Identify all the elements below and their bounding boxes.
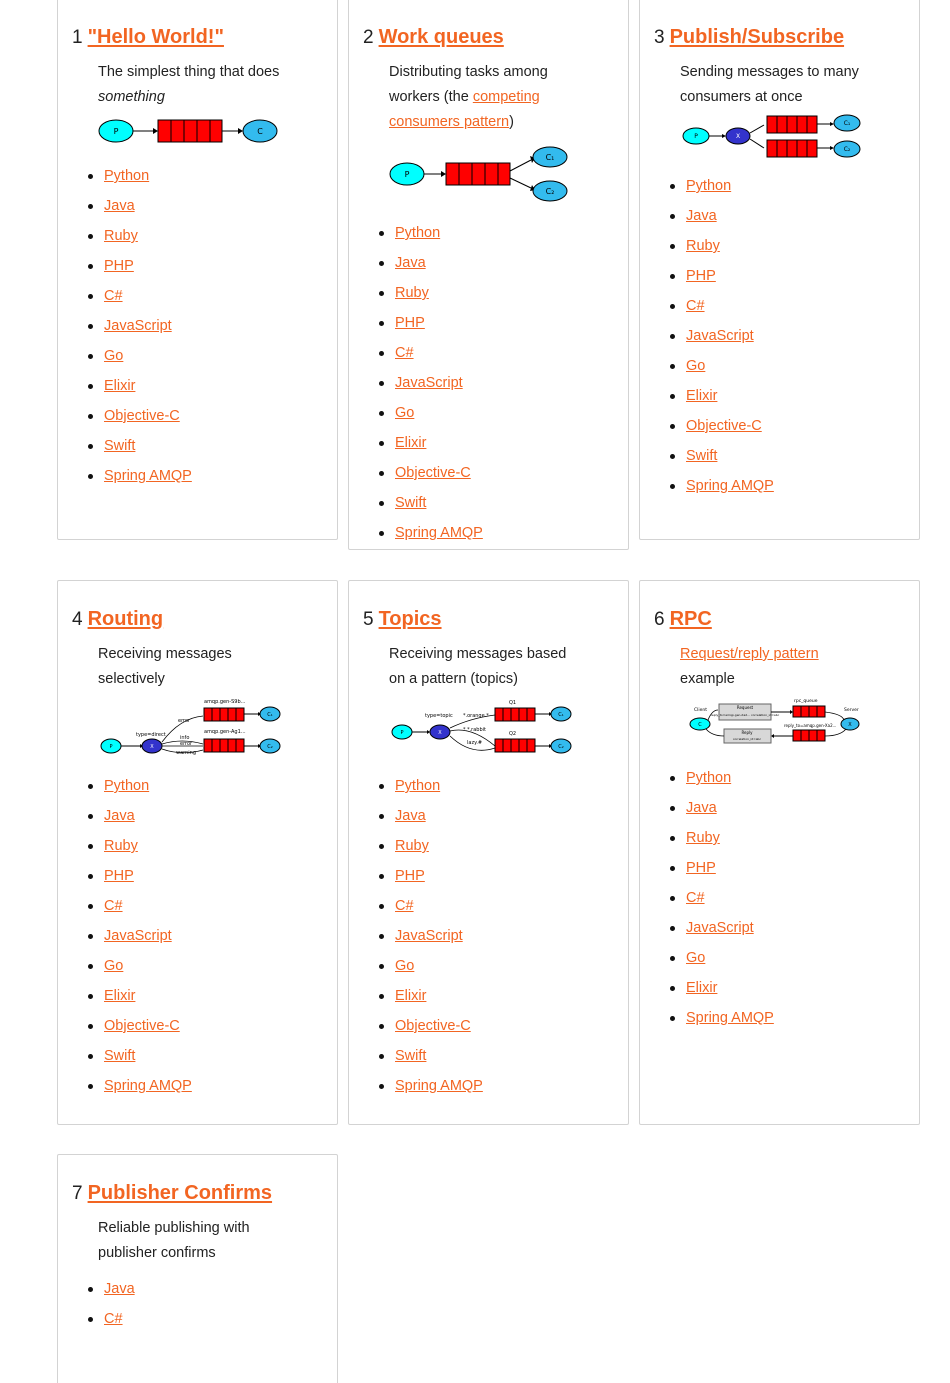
consumer-label: C₂ [267, 744, 273, 750]
card-title-6 [654, 605, 919, 634]
tutorial-number: 5 [363, 609, 374, 630]
list-item [670, 793, 919, 823]
language-link[interactable]: C# [104, 1311, 123, 1327]
list-item [379, 458, 628, 488]
list-item [670, 411, 919, 441]
language-list [670, 171, 919, 501]
language-link[interactable]: Go [104, 348, 124, 364]
language-link[interactable]: Spring AMQP [104, 1078, 192, 1094]
card-title-3 [654, 23, 919, 52]
list-item [88, 951, 337, 981]
list-item [379, 951, 628, 981]
list-item [88, 1304, 337, 1334]
publish-subscribe-diagram [682, 114, 919, 165]
list-item [379, 338, 628, 368]
request-detail: reply_to=amqp.gen-Xa2... correlation_id=abc [710, 713, 780, 717]
tutorial-card-2 [348, 0, 629, 550]
language-link[interactable]: Python [104, 168, 150, 184]
language-link[interactable]: JavaScript [104, 318, 172, 334]
list-item [88, 1041, 337, 1071]
queue-icon [158, 120, 222, 142]
language-link[interactable]: Objective-C [395, 465, 471, 481]
language-link[interactable]: Python [395, 225, 441, 241]
binding-key-label: warning [176, 750, 197, 756]
queue-icon [793, 706, 825, 717]
language-list [670, 763, 919, 1033]
card-title-1 [72, 23, 337, 52]
language-link[interactable]: Ruby [104, 838, 138, 854]
consumer-label: C₂ [843, 146, 851, 153]
language-link[interactable]: Spring AMQP [686, 1010, 774, 1026]
language-link[interactable]: Elixir [686, 980, 718, 996]
list-item [88, 431, 337, 461]
tutorial-number: 3 [654, 27, 665, 48]
language-link[interactable]: Spring AMQP [395, 525, 483, 541]
language-link[interactable]: JavaScript [104, 928, 172, 944]
tutorial-description: Distributing tasks among workers (the competing consumers pattern) [389, 64, 548, 130]
consumer-label: C [698, 722, 702, 728]
list-item [379, 1011, 628, 1041]
exchange-label: X [438, 730, 442, 736]
hello-world-diagram [98, 116, 337, 151]
language-link[interactable]: Python [686, 178, 732, 194]
list-item [379, 891, 628, 921]
language-link[interactable]: Swift [686, 448, 718, 464]
queue-icon [767, 116, 817, 133]
list-item [88, 341, 337, 371]
list-item [670, 261, 919, 291]
list-item [670, 171, 919, 201]
list-item [670, 1003, 919, 1033]
language-link[interactable]: Ruby [395, 285, 429, 301]
tutorial-description: Receiving messages based on a pattern (topics) [389, 646, 567, 687]
queue-icon [446, 163, 510, 185]
list-item [88, 311, 337, 341]
tutorial-link-publisher-confirms[interactable]: Publisher Confirms [87, 1182, 273, 1204]
language-link[interactable]: Java [104, 1281, 135, 1297]
list-item [88, 921, 337, 951]
language-list [88, 1274, 337, 1334]
routing-diagram [100, 696, 337, 765]
language-link[interactable]: Python [686, 770, 732, 786]
list-item [88, 981, 337, 1011]
language-link[interactable]: Java [104, 808, 135, 824]
list-item [379, 861, 628, 891]
language-link[interactable]: C# [395, 898, 414, 914]
tutorial-number: 1 [72, 27, 83, 48]
list-item [88, 461, 337, 491]
queue-icon [495, 739, 535, 752]
list-item [670, 201, 919, 231]
list-item [379, 518, 628, 548]
language-link[interactable]: Go [686, 950, 706, 966]
list-item [88, 831, 337, 861]
language-link[interactable]: Ruby [104, 228, 138, 244]
list-item [88, 771, 337, 801]
language-link[interactable]: Go [395, 958, 415, 974]
language-link[interactable]: Java [395, 808, 426, 824]
list-item [379, 488, 628, 518]
language-link[interactable]: Spring AMQP [395, 1078, 483, 1094]
list-item [88, 161, 337, 191]
producer-label: P [404, 170, 410, 179]
language-link[interactable]: PHP [104, 868, 134, 884]
list-item [670, 471, 919, 501]
exchange-type-label: type=topic [425, 713, 453, 719]
language-link[interactable]: C# [686, 890, 705, 906]
list-item [88, 251, 337, 281]
language-link[interactable]: Objective-C [686, 418, 762, 434]
tutorial-description: Sending messages to many consumers at once [680, 64, 859, 105]
consumer-label: C₁ [843, 120, 851, 127]
tutorial-description: The simplest thing that does something [98, 64, 280, 105]
list-item [670, 291, 919, 321]
language-link[interactable]: Elixir [395, 435, 427, 451]
language-link[interactable]: Swift [395, 1048, 427, 1064]
request-label: Request [736, 705, 754, 710]
queue-icon [495, 708, 535, 721]
language-link[interactable]: JavaScript [686, 920, 754, 936]
list-item [670, 381, 919, 411]
reply-detail: correlation_id=abc [732, 737, 762, 741]
tutorial-link-hello-world[interactable]: "Hello World!" [87, 26, 224, 48]
rpc-client-label: Client [694, 708, 708, 713]
exchange-type-label: type=direct [136, 732, 166, 738]
list-item [670, 823, 919, 853]
producer-label: P [400, 730, 404, 736]
list-item [379, 921, 628, 951]
list-item [670, 441, 919, 471]
list-item [88, 891, 337, 921]
competing-consumers-link[interactable]: competing consumers pattern [389, 89, 540, 130]
rpc-queue-label: rpc_queue [794, 699, 818, 704]
work-queues-diagram [389, 145, 628, 210]
queue-icon [204, 739, 244, 752]
list-item [379, 428, 628, 458]
language-link[interactable]: C# [686, 298, 705, 314]
language-link[interactable]: Elixir [686, 388, 718, 404]
language-link[interactable]: Go [686, 358, 706, 374]
consumer-label: C₁ [267, 712, 273, 718]
exchange-label: X [150, 744, 154, 750]
tutorial-card-6 [639, 580, 920, 1125]
language-link[interactable]: C# [104, 288, 123, 304]
routing-queue-label: amqp.gen-Ag1... [204, 729, 246, 735]
consumer-label: C₁ [558, 712, 564, 718]
language-link[interactable]: PHP [686, 268, 716, 284]
list-item [379, 981, 628, 1011]
tutorial-link-work-queues[interactable]: Work queues [378, 26, 504, 48]
language-link[interactable]: Objective-C [395, 1018, 471, 1034]
list-item [670, 883, 919, 913]
language-link[interactable]: Java [686, 800, 717, 816]
list-item [88, 281, 337, 311]
language-link[interactable]: Go [104, 958, 124, 974]
consumer-label: C₂ [558, 744, 564, 750]
language-link[interactable]: Ruby [686, 830, 720, 846]
exchange-label: X [735, 133, 741, 140]
language-link[interactable]: JavaScript [686, 328, 754, 344]
queue-icon [767, 140, 817, 157]
tutorial-number: 7 [72, 1183, 83, 1204]
list-item [379, 801, 628, 831]
list-item [88, 191, 337, 221]
language-link[interactable]: Python [104, 778, 150, 794]
list-item [670, 913, 919, 943]
tutorial-number: 4 [72, 609, 83, 630]
binding-key-label: *.*.rabbit [463, 727, 486, 733]
list-item [88, 1274, 337, 1304]
list-item [379, 218, 628, 248]
language-link[interactable]: Spring AMQP [686, 478, 774, 494]
language-link[interactable]: JavaScript [395, 928, 463, 944]
binding-key-label: *.orange.* [463, 713, 489, 719]
rpc-diagram [684, 696, 919, 757]
language-link[interactable]: Go [395, 405, 415, 421]
list-item [88, 1011, 337, 1041]
language-link[interactable]: PHP [686, 860, 716, 876]
binding-key-label: error [180, 741, 193, 747]
card-title-4 [72, 605, 337, 634]
tutorial-card-3 [639, 0, 920, 540]
tutorial-number: 6 [654, 609, 665, 630]
language-list [88, 161, 337, 491]
request-reply-pattern-link[interactable]: Request/reply pattern [680, 646, 819, 662]
list-item [379, 831, 628, 861]
list-item [88, 861, 337, 891]
emphasis-text: something [98, 89, 165, 105]
language-link[interactable]: Elixir [395, 988, 427, 1004]
language-list [379, 771, 628, 1101]
binding-key-label: info [180, 735, 190, 741]
topic-queue-label: Q2 [509, 731, 517, 737]
tutorial-link-rpc[interactable]: RPC [669, 608, 712, 630]
card-title-2 [363, 23, 628, 52]
list-item [379, 308, 628, 338]
list-item [379, 248, 628, 278]
tutorial-link-publish-subscribe[interactable]: Publish/Subscribe [669, 26, 845, 48]
language-link[interactable]: PHP [104, 258, 134, 274]
list-item [88, 221, 337, 251]
language-link[interactable]: Swift [395, 495, 427, 511]
list-item [379, 278, 628, 308]
language-link[interactable]: Swift [104, 438, 136, 454]
language-link[interactable]: Elixir [104, 378, 136, 394]
language-link[interactable]: Objective-C [104, 408, 180, 424]
language-link[interactable]: Ruby [395, 838, 429, 854]
list-item [88, 371, 337, 401]
list-item [379, 368, 628, 398]
language-link[interactable]: Swift [104, 1048, 136, 1064]
routing-queue-label: amqp.gen-S9b... [204, 699, 246, 705]
tutorial-card-4 [57, 580, 338, 1125]
tutorial-card-5 [348, 580, 629, 1125]
tutorial-description: Reliable publishing with publisher confirms [98, 1220, 250, 1261]
rpc-reply-queue-label: reply_to=amqp.gen-Xa2... [784, 723, 837, 728]
list-item [670, 763, 919, 793]
language-link[interactable]: Elixir [104, 988, 136, 1004]
tutorial-description: Request/reply pattern example [680, 646, 819, 687]
list-item [670, 853, 919, 883]
reply-label: Reply [741, 730, 753, 735]
binding-key-label: lazy.# [467, 740, 483, 746]
language-link[interactable]: C# [104, 898, 123, 914]
tutorial-link-topics[interactable]: Topics [378, 608, 442, 630]
producer-label: P [109, 744, 113, 750]
binding-key-label: error [178, 718, 191, 724]
tutorial-link-routing[interactable]: Routing [87, 608, 164, 630]
list-item [379, 1041, 628, 1071]
list-item [670, 943, 919, 973]
language-link[interactable]: Java [686, 208, 717, 224]
queue-icon [793, 730, 825, 741]
list-item [670, 231, 919, 261]
tutorial-card-7 [57, 1154, 338, 1383]
list-item [670, 973, 919, 1003]
consumer-label: C₁ [545, 153, 555, 162]
tutorial-card-1 [57, 0, 338, 540]
list-item [670, 321, 919, 351]
topic-queue-label: Q1 [509, 700, 517, 706]
list-item [379, 1071, 628, 1101]
list-item [379, 771, 628, 801]
consumer-label: C [257, 127, 263, 136]
list-item [379, 398, 628, 428]
card-title-7 [72, 1179, 337, 1208]
language-link[interactable]: Java [104, 198, 135, 214]
list-item [670, 351, 919, 381]
card-title-5 [363, 605, 628, 634]
producer-label: P [694, 133, 698, 140]
language-link[interactable]: C# [395, 345, 414, 361]
list-item [88, 1071, 337, 1101]
server-label: X [848, 722, 852, 728]
language-link[interactable]: Ruby [686, 238, 720, 254]
language-link[interactable]: PHP [395, 315, 425, 331]
language-link[interactable]: Objective-C [104, 1018, 180, 1034]
language-link[interactable]: Python [395, 778, 441, 794]
topics-diagram [391, 696, 628, 765]
rpc-server-label: Server [844, 708, 859, 713]
producer-label: P [113, 127, 119, 136]
language-link[interactable]: Java [395, 255, 426, 271]
language-link[interactable]: Spring AMQP [104, 468, 192, 484]
language-list [88, 771, 337, 1101]
consumer-label: C₂ [545, 187, 555, 196]
language-link[interactable]: JavaScript [395, 375, 463, 391]
language-list [379, 218, 628, 548]
queue-icon [204, 708, 244, 721]
language-link[interactable]: PHP [395, 868, 425, 884]
tutorial-number: 2 [363, 27, 374, 48]
list-item [88, 801, 337, 831]
list-item [88, 401, 337, 431]
tutorial-description: Receiving messages selectively [98, 646, 232, 687]
